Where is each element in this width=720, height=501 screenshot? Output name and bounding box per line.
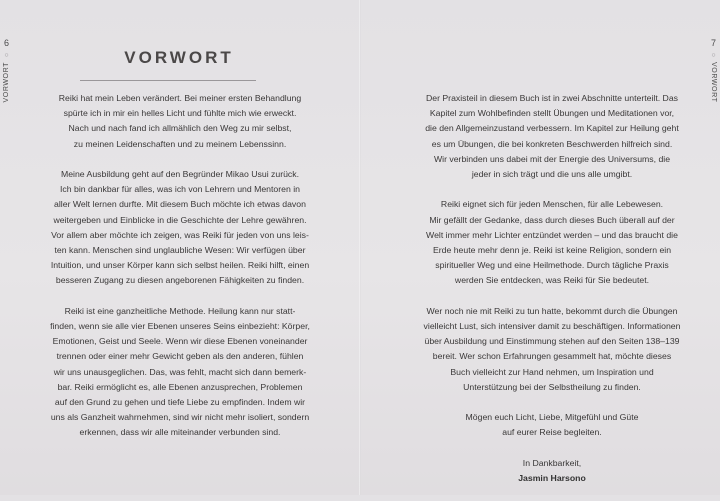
text-line: werden Sie entdecken, was Reiki für Sie bedeutet.	[454, 275, 650, 286]
text-line: Reiki ist eine ganzheitliche Methode. Heilung kann nur statt-	[64, 305, 296, 316]
text-line: bereit. Wer schon Erfahrungen gesammelt hat, möchte dieses	[432, 351, 672, 362]
paragraph	[26, 167, 334, 289]
text-line: Buch vielleicht zur Hand nehmen, um Inspiration und	[450, 366, 654, 377]
text-line: besseren Zugang zu diesen angeborenen Fähigkeiten zu finden.	[55, 275, 305, 286]
paragraph	[398, 197, 706, 288]
text-line: wir uns unausgeglichen. Das, was fehlt, macht sich dann bemerk-	[53, 366, 307, 377]
text-line: Vor allem aber möchte ich zeigen, was Reiki für jeden von uns leis-	[51, 229, 309, 240]
circle-ornament-icon: ○	[711, 52, 716, 59]
closing-line: In Dankbarkeit,	[522, 457, 582, 468]
text-line: Unterstützung bei der Selbstheilung zu finden.	[463, 381, 641, 392]
text-line: Reiki eignet sich für jeden Menschen, für alle Lebewesen.	[440, 199, 664, 210]
paragraph	[398, 304, 706, 395]
text-line: die den Allgemeinzustand verbessern. Im Kapitel zur Heilung geht	[425, 123, 679, 134]
text-line: weitergeben und Einblicke in die Geschichte der Lehre gewähren.	[53, 214, 307, 225]
text-line: Reiki hat mein Leben verändert. Bei meiner ersten Behandlung	[58, 93, 302, 103]
right-text-column	[398, 91, 706, 501]
text-line: finden, wenn sie alle vier Ebenen unseres Seins einbezieht: Körper,	[50, 321, 310, 332]
text-line: trennen oder einer mehr Gewicht geben als den anderen, fühlen	[56, 351, 304, 362]
text-line: Wer noch nie mit Reiki zu tun hatte, bekommt durch die Übungen	[426, 305, 678, 316]
signoff	[398, 456, 706, 486]
paragraph	[398, 410, 706, 440]
text-line: Intuition, und unser Körper kann sich selbst heilen. Reiki hilft, einen	[50, 260, 310, 271]
text-line: es um Übungen, die bei konkreten Beschwerden hilfreich sind.	[431, 138, 673, 149]
author-signature: Jasmin Harsono	[518, 473, 586, 484]
text-line: Erde heute mehr denn je. Reiki ist keine Religion, sondern ein	[432, 245, 672, 256]
text-line: über Ausbildung und Einstimmung stehen auf den Seiten 138–139	[424, 336, 680, 347]
text-line: auf den Grund zu gehen und tiefe Liebe zu empfinden. Indem wir	[54, 397, 306, 408]
text-line: spürte ich in mir ein helles Licht und fühlte mich wie erweckt.	[63, 108, 297, 119]
text-line: aller Welt lernen durfte. Mit diesem Buch möchte ich etwas davon	[54, 199, 306, 210]
text-line: erkennen, dass wir alle miteinander verbunden sind.	[79, 427, 281, 438]
right-page	[362, 0, 720, 495]
text-line: Ich bin dankbar für alles, was ich von Lehrern und Mentoren in	[59, 184, 300, 195]
right-running-head: VORWORT	[710, 62, 717, 103]
left-page	[0, 0, 360, 495]
text-line: Mögen euch Licht, Liebe, Mitgefühl und Güte	[465, 412, 639, 423]
left-side-tab	[0, 38, 13, 103]
text-line: bar. Reiki ermöglicht es, alle Ebenen anzusprechen, Problemen	[57, 381, 303, 392]
text-line: zu meinen Leidenschaften und zu meinem Lebenssinn.	[73, 138, 287, 149]
text-line: Mir gefällt der Gedanke, dass durch dieses Buch überall auf der	[429, 214, 675, 225]
right-side-tab	[707, 38, 720, 103]
text-line: jeder in sich trägt und die uns alle umgibt.	[471, 169, 633, 180]
chapter-title: VORWORT	[124, 48, 234, 67]
paragraph	[398, 91, 706, 182]
text-line: Kapitel zum Wohlbefinden stellt Übungen und Meditationen vor,	[429, 108, 675, 119]
text-line: vielleicht Lust, sich intensiver damit zu beschäftigen. Informationen	[423, 321, 681, 332]
text-line: Der Praxisteil in diesem Buch ist in zwei Abschnitte unterteilt. Das	[425, 93, 679, 103]
left-page-number: 6	[3, 38, 9, 48]
text-line: spiritueller Weg und eine Heilmethode. Durch tägliche Praxis	[435, 260, 669, 271]
right-page-number: 7	[710, 38, 716, 48]
text-line: Welt immer mehr Lichter entzündet werden – und das braucht die	[426, 229, 678, 240]
text-line: uns als Ganzheit wahrnehmen, sind wir nicht mehr isoliert, sondern	[50, 412, 310, 423]
text-line: auf eurer Reise begleiten.	[502, 427, 602, 438]
text-line: ten kann. Menschen sind unglaubliche Wesen: Wir verfügen über	[54, 245, 306, 256]
text-line: Wir verbinden uns dabei mit der Energie des Universums, die	[433, 153, 671, 164]
paragraph	[26, 304, 334, 441]
text-line: Nach und nach fand ich allmählich den Weg zu mir selbst,	[68, 123, 292, 134]
book-gutter	[359, 0, 361, 495]
title-divider	[80, 80, 256, 81]
paragraph	[26, 91, 334, 152]
text-line: Emotionen, Geist und Seele. Wenn wir diese Ebenen voneinander	[52, 336, 308, 347]
left-text-column	[26, 91, 334, 456]
text-line: Meine Ausbildung geht auf den Begründer Mikao Usui zurück.	[60, 169, 300, 179]
left-running-head: VORWORT	[3, 62, 10, 103]
circle-ornament-icon: ○	[4, 52, 9, 59]
